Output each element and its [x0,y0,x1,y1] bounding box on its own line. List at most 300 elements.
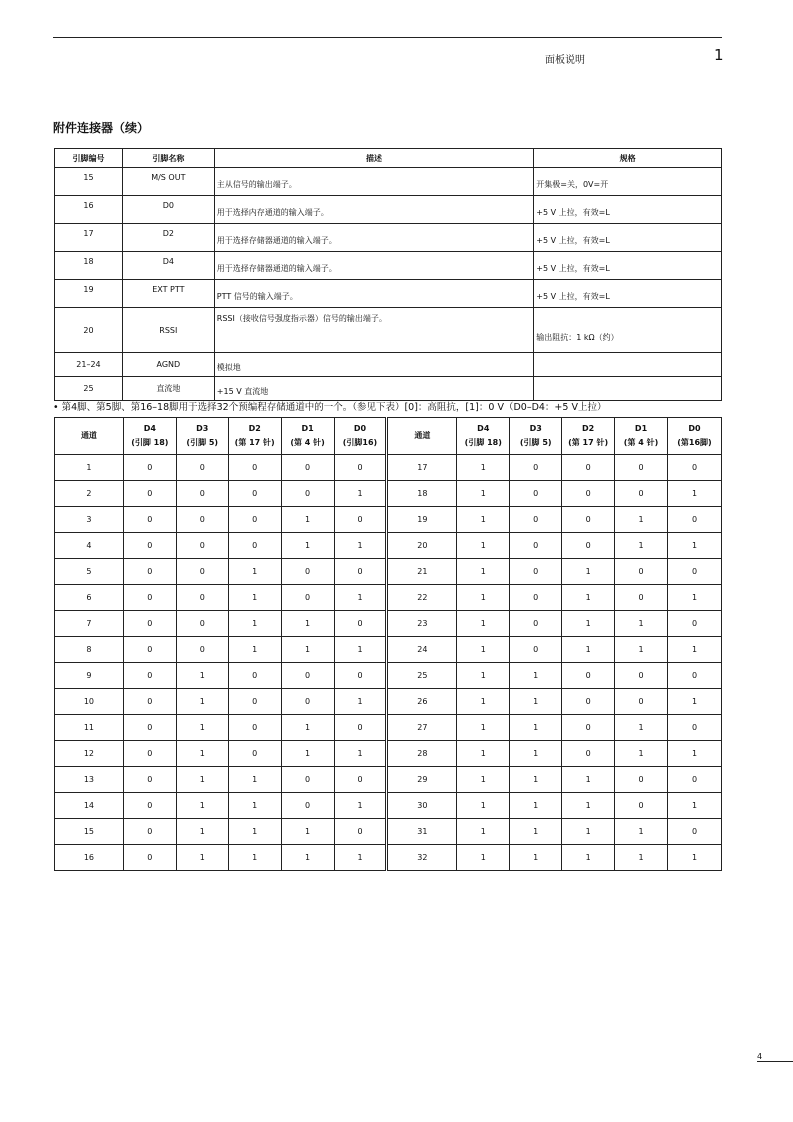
bit-cell: 1 [562,845,615,871]
bit-cell: 1 [615,845,668,871]
bit-cell: 1 [457,585,510,611]
bit-cell: 1 [334,845,387,871]
bit-cell: 1 [510,689,562,715]
pin-name-cell [122,353,214,377]
bit-cell: 0 [123,481,176,507]
pin-number-cell-text: 21–24 [76,360,101,369]
channel-number-cell: 32 [387,845,457,871]
pin-number-cell [55,280,123,308]
pin-description-cell [214,168,533,196]
pin-description-cell [214,252,533,280]
channel-number-cell: 2 [55,481,124,507]
bit-cell: 0 [123,507,176,533]
pin-row [55,168,722,196]
channel-row [55,455,722,481]
bit-cell: 0 [615,793,668,819]
bit-cell: 0 [615,559,668,585]
channel-header-line1: D0 [688,424,701,433]
bit-cell: 0 [176,637,228,663]
bit-cell: 0 [228,507,281,533]
bit-cell: 1 [176,793,228,819]
bit-cell: 0 [667,767,721,793]
bit-cell: 1 [615,715,668,741]
bit-cell: 1 [281,507,334,533]
bit-cell: 0 [228,533,281,559]
channel-row [55,507,722,533]
bit-cell: 1 [562,819,615,845]
channel-number-cell: 13 [55,767,124,793]
bit-cell: 0 [123,767,176,793]
bit-cell: 0 [281,663,334,689]
channel-row [55,689,722,715]
bit-cell: 0 [667,663,721,689]
pin-description-cell [214,353,533,377]
bit-cell: 0 [123,533,176,559]
channel-header-line1: 通道 [80,431,97,440]
bit-cell: 0 [334,611,387,637]
bit-cell: 0 [562,715,615,741]
pin-spec-cell-text: +5 V 上拉，有效=L [536,208,610,217]
bit-cell: 0 [615,455,668,481]
pin-row [55,377,722,401]
channel-number-cell: 1 [55,455,124,481]
channel-header-line1: D0 [353,424,367,433]
bit-cell: 1 [281,533,334,559]
bit-cell: 0 [562,741,615,767]
bit-cell: 0 [123,819,176,845]
channel-header-line2: (第 17 针) [568,438,609,447]
bit-cell: 1 [457,507,510,533]
bit-cell: 1 [615,741,668,767]
pin-description-cell-text: 模拟地 [216,363,241,372]
pin-row [55,353,722,377]
bit-cell: 1 [510,845,562,871]
bit-cell: 0 [562,663,615,689]
channel-number-cell: 6 [55,585,124,611]
pin-name-cell [122,168,214,196]
channel-row [55,845,722,871]
channel-header-line2: (引脚 5) [186,438,219,447]
pin-description-cell-text: RSSI（接收信号强度指示器）信号的输出端子。 [216,314,387,323]
channel-number-cell: 7 [55,611,124,637]
bit-cell: 1 [457,741,510,767]
bit-cell: 1 [562,611,615,637]
pin-name-cell-text: EXT PTT [152,285,185,294]
channel-number-cell: 3 [55,507,124,533]
bit-cell: 1 [667,481,721,507]
bit-cell: 1 [334,689,387,715]
channel-number-cell: 24 [387,637,457,663]
channel-header-line2: (第 17 针) [234,438,275,447]
bit-cell: 0 [510,611,562,637]
channel-row [55,481,722,507]
bit-cell: 0 [562,689,615,715]
pin-description-cell-text: PTT 信号的输入端子。 [216,292,298,301]
header-pin-name: 引脚名称 [122,149,214,168]
bit-cell: 0 [228,663,281,689]
bit-cell: 1 [176,819,228,845]
bit-cell: 0 [510,585,562,611]
channel-header-line1: D4 [477,424,490,433]
bit-cell: 0 [334,455,387,481]
bit-cell: 1 [457,637,510,663]
pin-spec-cell-text: +5 V 上拉，有效=L [536,292,610,301]
bit-cell: 1 [281,611,334,637]
bit-cell: 1 [176,715,228,741]
bit-cell: 0 [667,455,721,481]
bit-cell: 0 [123,715,176,741]
channel-header-line1: D1 [634,424,648,433]
pin-name-cell-text: 直流地 [156,384,181,393]
pin-row [55,196,722,224]
bit-cell: 0 [510,507,562,533]
bit-cell: 1 [228,559,281,585]
channel-number-cell: 25 [387,663,457,689]
bit-cell: 0 [334,507,387,533]
bit-cell: 0 [281,455,334,481]
pin-number-cell-text: 25 [83,384,94,393]
bit-cell: 1 [334,533,387,559]
channel-header-line2: (第16脚) [677,438,712,447]
bit-cell: 0 [281,793,334,819]
pin-spec-cell [534,308,722,353]
pin-number-cell [55,353,123,377]
channel-row [55,793,722,819]
bit-cell: 1 [562,767,615,793]
channel-header-cell [510,418,562,455]
pin-spec-cell [534,168,722,196]
bit-cell: 0 [667,507,721,533]
pin-name-cell [122,280,214,308]
channel-header-cell [228,418,281,455]
pin-table-header [55,149,722,168]
bit-cell: 1 [334,741,387,767]
channel-header-cell [176,418,228,455]
channel-table-header [55,418,722,455]
channel-header-line2: (第 4 针) [623,438,659,447]
bit-cell: 1 [281,845,334,871]
bit-cell: 0 [562,455,615,481]
channel-number-cell: 16 [55,845,124,871]
channel-header-line1: D2 [248,424,261,433]
bit-cell: 0 [615,481,668,507]
channel-number-cell: 4 [55,533,124,559]
channel-header-line1: D3 [529,424,542,433]
bit-cell: 1 [667,585,721,611]
pin-name-cell [122,308,214,353]
pin-description-cell-text: 用于选择存储器通道的输入端子。 [216,236,337,245]
bit-cell: 1 [334,793,387,819]
channel-number-cell: 26 [387,689,457,715]
bit-cell: 1 [176,767,228,793]
channel-header-line1: 通道 [414,431,431,440]
bit-cell: 0 [228,455,281,481]
channel-header-cell [615,418,668,455]
bit-cell: 0 [510,533,562,559]
pin-description-cell-text: +15 V 直流地 [216,387,269,396]
bit-cell: 0 [615,767,668,793]
channel-number-cell: 11 [55,715,124,741]
channel-number-cell: 8 [55,637,124,663]
channel-number-cell: 18 [387,481,457,507]
channel-row [55,585,722,611]
bit-cell: 0 [334,663,387,689]
bit-cell: 0 [123,637,176,663]
channel-row [55,637,722,663]
pin-spec-cell-text: 开集极=关，0V=开 [536,180,609,189]
bit-cell: 1 [562,793,615,819]
bit-cell: 1 [457,689,510,715]
bit-cell: 1 [281,715,334,741]
bit-cell: 1 [667,741,721,767]
bit-cell: 0 [615,585,668,611]
bit-cell: 0 [123,585,176,611]
channel-header-line2: (第 4 针) [290,438,325,447]
pin-number-cell [55,224,123,252]
bit-cell: 0 [228,715,281,741]
bit-cell: 1 [228,767,281,793]
bit-cell: 1 [615,507,668,533]
channel-header-line2: (引脚16) [342,438,378,447]
pin-row [55,252,722,280]
bit-cell: 0 [228,689,281,715]
bit-cell: 0 [176,611,228,637]
chapter-number: 1 [714,46,724,64]
header-title: 面板说明 [545,55,585,66]
bit-cell: 1 [510,819,562,845]
bit-cell: 1 [334,585,387,611]
bit-cell: 1 [457,663,510,689]
bit-cell: 1 [510,663,562,689]
header-description: 描述 [214,149,533,168]
bit-cell: 0 [228,741,281,767]
pin-number-cell [55,196,123,224]
bit-cell: 1 [615,611,668,637]
channel-number-cell: 10 [55,689,124,715]
pin-name-cell-text: M/S OUT [151,173,186,182]
pin-number-cell-text: 17 [83,229,94,238]
bit-cell: 0 [123,663,176,689]
bit-cell: 1 [176,741,228,767]
pin-spec-cell-text: +5 V 上拉，有效=L [536,264,610,273]
channel-note: • 第4脚、第5脚、第16–18脚用于选择32个预编程存储通道中的一个。（参见下表）[0]：高阻抗，[1]：0 V（D0–D4：+5 V上拉） [53,402,607,413]
bit-cell: 1 [667,533,721,559]
bit-cell: 1 [457,611,510,637]
pin-description-cell [214,377,533,401]
channel-number-cell: 21 [387,559,457,585]
channel-header-line1: D1 [301,424,314,433]
bit-cell: 0 [176,585,228,611]
bit-cell: 1 [457,455,510,481]
header-rule [53,37,722,38]
pin-number-cell-text: 16 [83,201,94,210]
channel-header-line2: (引脚 5) [519,438,552,447]
channel-row [55,819,722,845]
bit-cell: 1 [457,819,510,845]
bit-cell: 0 [123,455,176,481]
pin-number-cell [55,168,123,196]
channel-number-cell: 17 [387,455,457,481]
bit-cell: 0 [123,845,176,871]
bit-cell: 1 [667,793,721,819]
bit-cell: 1 [334,481,387,507]
bit-cell: 0 [667,715,721,741]
pin-spec-cell [534,252,722,280]
pin-number-cell-text: 15 [83,173,94,182]
channel-number-cell: 28 [387,741,457,767]
bit-cell: 1 [562,559,615,585]
bit-cell: 1 [615,819,668,845]
channel-header-cell [123,418,176,455]
pin-spec-cell-text: +5 V 上拉，有效=L [536,236,610,245]
pin-number-cell-text: 19 [83,285,94,294]
bit-cell: 0 [228,481,281,507]
bit-cell: 1 [281,741,334,767]
bit-cell: 0 [123,689,176,715]
bit-cell: 1 [457,715,510,741]
bit-cell: 1 [562,585,615,611]
header-pin-number: 引脚编号 [55,149,123,168]
channel-header-cell [55,418,124,455]
pin-number-cell-text: 18 [83,257,94,266]
channel-number-cell: 23 [387,611,457,637]
bit-cell: 0 [667,819,721,845]
pin-row [55,308,722,353]
pin-name-cell-text: RSSI [159,325,178,335]
bit-cell: 0 [615,663,668,689]
channel-header-cell [334,418,387,455]
pin-description-cell [214,224,533,252]
bit-cell: 1 [228,585,281,611]
channel-row [55,741,722,767]
pin-name-cell-text: D0 [162,201,174,210]
channel-header-line2: (引脚 18) [464,438,502,447]
bit-cell: 1 [228,611,281,637]
channel-row [55,715,722,741]
bit-cell: 0 [123,611,176,637]
pin-spec-cell [534,353,722,377]
channel-row [55,611,722,637]
channel-row [55,533,722,559]
pin-spec-cell [534,224,722,252]
pin-spec-cell-text: 输出阻抗：1 kΩ（约） [536,333,619,342]
channel-number-cell: 22 [387,585,457,611]
pin-number-cell [55,377,123,401]
bit-cell: 0 [615,689,668,715]
pin-name-cell-text: D4 [162,257,174,266]
pin-name-cell [122,377,214,401]
bit-cell: 1 [510,715,562,741]
bit-cell: 1 [457,793,510,819]
bit-cell: 1 [667,689,721,715]
pin-description-cell [214,196,533,224]
channel-header-line1: D4 [143,424,156,433]
bit-cell: 0 [176,507,228,533]
pin-description-cell-text: 用于选择存储器通道的输入端子。 [216,264,337,273]
pin-name-cell [122,252,214,280]
bit-cell: 1 [510,741,562,767]
bit-cell: 0 [123,793,176,819]
bit-cell: 1 [562,637,615,663]
pin-name-cell-text: AGND [156,360,181,369]
bit-cell: 1 [281,637,334,663]
bit-cell: 0 [281,689,334,715]
pin-spec-cell [534,196,722,224]
pin-description-cell-text: 用于选择内存通道的输入端子。 [216,208,329,217]
bit-cell: 1 [228,637,281,663]
bit-cell: 0 [123,741,176,767]
pin-row [55,280,722,308]
pin-description-cell-text: 主从信号的输出端子。 [216,180,297,189]
pin-number-cell [55,252,123,280]
bit-cell: 1 [457,481,510,507]
bit-cell: 1 [228,793,281,819]
channel-header-line2: (引脚 18) [131,438,169,447]
channel-header-line1: D2 [582,424,595,433]
channel-number-cell: 5 [55,559,124,585]
channel-row [55,663,722,689]
bit-cell: 1 [457,845,510,871]
bit-cell: 0 [123,559,176,585]
channel-row [55,559,722,585]
bit-cell: 0 [176,533,228,559]
bit-cell: 1 [510,767,562,793]
bit-cell: 0 [334,819,387,845]
channel-number-cell: 14 [55,793,124,819]
bit-cell: 1 [457,533,510,559]
channel-number-cell: 19 [387,507,457,533]
channel-number-cell: 30 [387,793,457,819]
channel-header-cell [562,418,615,455]
bit-cell: 0 [334,559,387,585]
footer-rule [757,1061,793,1062]
channel-number-cell: 29 [387,767,457,793]
bit-cell: 0 [281,481,334,507]
channel-number-cell: 15 [55,819,124,845]
pin-row [55,224,722,252]
channel-header-cell [387,418,457,455]
channel-number-cell: 27 [387,715,457,741]
bit-cell: 1 [615,533,668,559]
bit-cell: 1 [667,845,721,871]
bit-cell: 0 [281,559,334,585]
header-spec: 规格 [534,149,722,168]
bit-cell: 1 [334,637,387,663]
bit-cell: 0 [176,559,228,585]
channel-number-cell: 31 [387,819,457,845]
bit-cell: 0 [334,767,387,793]
pin-spec-cell [534,377,722,401]
pin-table [54,148,722,401]
pin-name-cell [122,224,214,252]
section-title: 附件连接器（续） [53,121,150,135]
channel-header-cell [457,418,510,455]
bit-cell: 1 [510,793,562,819]
bit-cell: 0 [334,715,387,741]
bit-cell: 1 [228,819,281,845]
bit-cell: 1 [615,637,668,663]
bit-cell: 0 [281,585,334,611]
bit-cell: 0 [510,481,562,507]
pin-name-cell [122,196,214,224]
bit-cell: 1 [228,845,281,871]
bit-cell: 1 [457,559,510,585]
bit-cell: 0 [281,767,334,793]
bit-cell: 1 [176,689,228,715]
bit-cell: 1 [667,637,721,663]
pin-number-cell [55,308,123,353]
channel-number-cell: 12 [55,741,124,767]
